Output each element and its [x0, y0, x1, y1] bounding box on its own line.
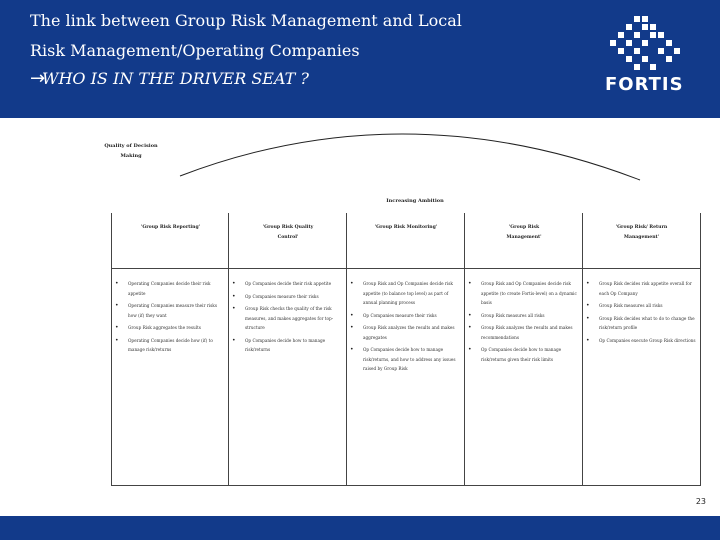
column-header: 'Group Risk Reporting' [140, 225, 201, 230]
x-axis-label: Increasing Ambition [386, 198, 444, 204]
column-group-risk-management [464, 213, 584, 486]
list-item: • Op Companies decide how to manage risk/returns, and how to address any issues raised by Group Risk [347, 345, 461, 374]
title-line-2: Risk Management/Operating Companies [30, 41, 360, 60]
column-group-risk-quality-control [228, 213, 348, 486]
bullet-list [229, 279, 343, 358]
quality-curve-diagram [0, 118, 720, 218]
column-group-risk-return-management [582, 213, 701, 486]
bullet-list [583, 279, 696, 348]
column-divider [465, 268, 583, 269]
column-group-risk-reporting [111, 213, 230, 486]
list-item: • Op Companies decide how to manage risk/returns [229, 336, 343, 355]
list-item: • Group Risk analyzes the results and makes recommendations [465, 323, 579, 342]
y-axis-label: Quality of Decision Making [104, 143, 158, 159]
column-group-risk-monitoring [346, 213, 466, 486]
list-item: • Op Companies measure their risks [229, 292, 343, 302]
list-item: • Group Risk measures all risks [583, 301, 696, 311]
list-item: • Op Companies decide how to manage risk/returns given their risk limits [465, 345, 579, 364]
title-line-1: The link between Group Risk Management and Local [30, 11, 462, 30]
fortis-logo-text: FORTIS [605, 74, 684, 95]
list-item: • Operating Companies decide how (if) to manage risk/returns [112, 336, 225, 355]
list-item: • Group Risk and Op Companies decide risk appetite (to balance top level) as part of annual planning process [347, 279, 461, 308]
list-item: • Group Risk decides risk appetite overall for each Op Company [583, 279, 696, 298]
list-item: • Group Risk analyzes the results and makes aggregates [347, 323, 461, 342]
column-header: 'Group Risk/ Return Management' [615, 225, 668, 240]
footer-bar [0, 516, 720, 540]
quality-curve [180, 134, 640, 180]
title-line-3: WHO IS IN THE DRIVER SEAT ? [42, 69, 309, 88]
column-divider [347, 268, 465, 269]
bullet-list [112, 279, 225, 358]
list-item: • Group Risk checks the quality of the risk measures, and makes aggregates for top-structure [229, 304, 343, 333]
column-header: 'Group Risk Management' [506, 225, 542, 240]
list-item: • Operating Companies measure their risks how (if) they want [112, 301, 225, 320]
list-item: • Group Risk measures all risks [465, 311, 579, 321]
column-divider [229, 268, 347, 269]
list-item: • Op Companies measure their risks [347, 311, 461, 321]
arrow-icon: → [30, 68, 46, 89]
list-item: • Group Risk and Op Companies decide risk appetite (to create Fortis-level) on a dynamic basis [465, 279, 579, 308]
bullet-list [465, 279, 579, 367]
column-header: 'Group Risk Monitoring' [374, 225, 438, 230]
list-item: • Operating Companies decide their risk appetite [112, 279, 225, 298]
list-item: • Op Companies execute Group Risk directions [583, 336, 696, 346]
list-item: • Op Companies decide their risk appetite [229, 279, 343, 289]
list-item: • Group Risk aggregates the results [112, 323, 225, 333]
column-divider [112, 268, 229, 269]
column-header: 'Group Risk Quality Control' [262, 225, 314, 240]
page-number: 23 [695, 497, 706, 506]
bullet-list [347, 279, 461, 377]
column-divider [583, 268, 700, 269]
list-item: • Group Risk decides what to do to change the risk/return profile [583, 314, 696, 333]
